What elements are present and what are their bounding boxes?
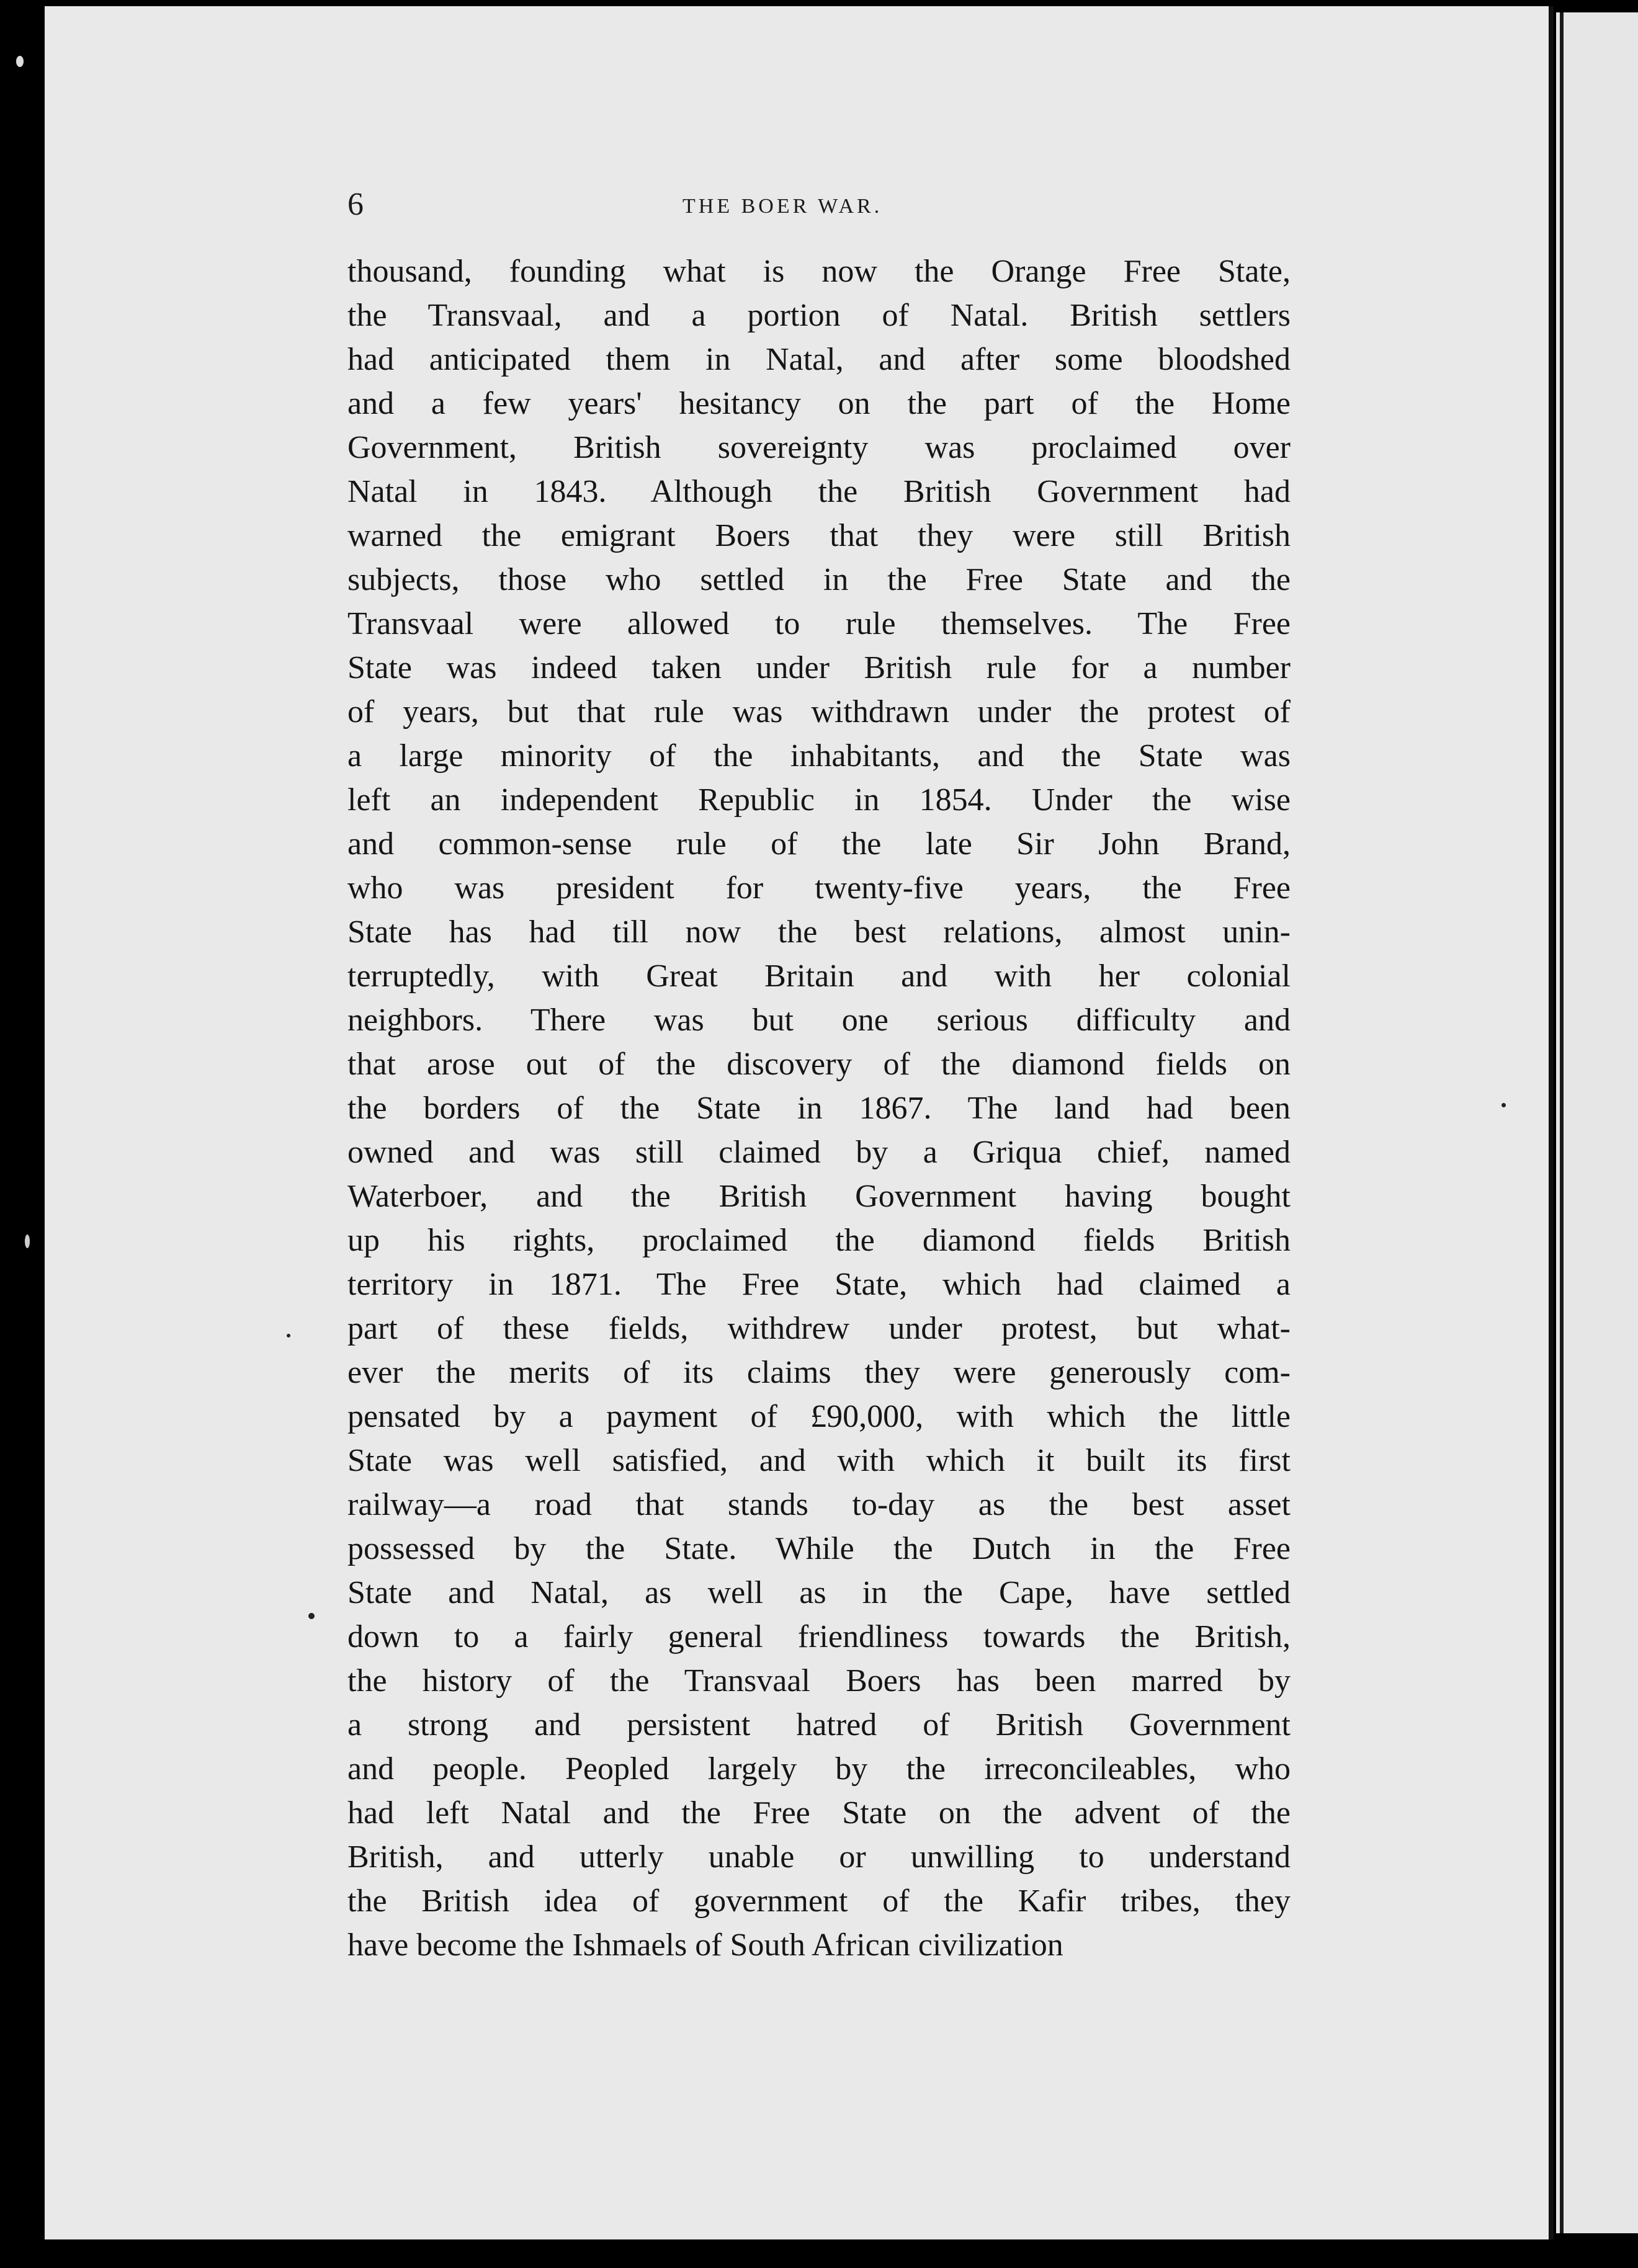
text-line: a large minority of the inhabitants, and the State was — [347, 738, 1291, 774]
text-line: railway—a road that stands to-day as the best asset — [347, 1487, 1291, 1522]
text-line: neighbors. There was but one serious difficulty and — [347, 1002, 1291, 1038]
text-line: that arose out of the discovery of the diamond fields on — [347, 1047, 1291, 1082]
adjacent-page-edge — [1556, 12, 1638, 2233]
text-line: and a few years' hesitancy on the part of the Home — [347, 386, 1291, 421]
running-title: THE BOER WAR. — [682, 195, 883, 218]
text-line: State was indeed taken under British rule for a number — [347, 650, 1291, 685]
text-line: terruptedly, with Great Britain and with her colonial — [347, 958, 1291, 994]
text-line: subjects, those who settled in the Free State and the — [347, 562, 1291, 597]
text-line: have become the Ishmaels of South African civilization — [347, 1927, 1063, 1963]
text-line: Transvaal were allowed to rule themselves. The Free — [347, 606, 1291, 641]
text-line: pensated by a payment of £90,000, with which the little — [347, 1399, 1291, 1434]
scan-speck — [308, 1613, 315, 1619]
scan-speck — [1502, 1103, 1506, 1107]
text-line: the British idea of government of the Kafir tribes, they — [347, 1883, 1291, 1919]
text-line: owned and was still claimed by a Griqua chief, named — [347, 1135, 1291, 1170]
text-line: Government, British sovereignty was proclaimed over — [347, 430, 1291, 465]
page-number: 6 — [347, 187, 364, 222]
text-line: State and Natal, as well as in the Cape, have settled — [347, 1575, 1291, 1610]
text-line: territory in 1871. The Free State, which had claimed a — [347, 1267, 1291, 1302]
text-line: had anticipated them in Natal, and after some bloodshed — [347, 342, 1291, 377]
text-line: of years, but that rule was withdrawn under the protest of — [347, 694, 1291, 730]
text-line: ever the merits of its claims they were generously com- — [347, 1355, 1291, 1390]
text-line: thousand, founding what is now the Orange Free State, — [347, 254, 1291, 289]
text-line: British, and utterly unable or unwilling to understand — [347, 1839, 1291, 1875]
text-line: and common-sense rule of the late Sir John Brand, — [347, 826, 1291, 862]
adjacent-page-rule — [1560, 12, 1564, 2233]
text-line: warned the emigrant Boers that they were still British — [347, 518, 1291, 553]
body-text — [347, 249, 1291, 1967]
book-page — [45, 6, 1554, 2239]
scan-speck — [287, 1334, 290, 1337]
scan-speck — [16, 56, 24, 67]
text-line: up his rights, proclaimed the diamond fields British — [347, 1223, 1291, 1258]
text-line: the borders of the State in 1867. The land had been — [347, 1091, 1291, 1126]
text-line: part of these fields, withdrew under protest, but what- — [347, 1311, 1291, 1346]
text-line: left an independent Republic in 1854. Under the wise — [347, 782, 1291, 818]
text-line: State has had till now the best relations, almost unin- — [347, 914, 1291, 950]
text-line: Natal in 1843. Although the British Government had — [347, 474, 1291, 509]
page-header — [347, 186, 1340, 236]
text-line: who was president for twenty-five years, the Free — [347, 870, 1291, 906]
text-line: and people. Peopled largely by the irreconcileables, who — [347, 1751, 1291, 1787]
text-line: the history of the Transvaal Boers has been marred by — [347, 1663, 1291, 1699]
text-line: Waterboer, and the British Government having bought — [347, 1179, 1291, 1214]
scan-speck — [25, 1234, 30, 1248]
text-line: a strong and persistent hatred of British Government — [347, 1707, 1291, 1743]
page-edge — [1549, 6, 1554, 2239]
text-line: possessed by the State. While the Dutch in the Free — [347, 1531, 1291, 1566]
text-line: down to a fairly general friendliness towards the British, — [347, 1619, 1291, 1654]
text-line: the Transvaal, and a portion of Natal. British settlers — [347, 298, 1291, 333]
text-line: State was well satisfied, and with which it built its first — [347, 1443, 1291, 1478]
text-line: had left Natal and the Free State on the advent of the — [347, 1795, 1291, 1831]
